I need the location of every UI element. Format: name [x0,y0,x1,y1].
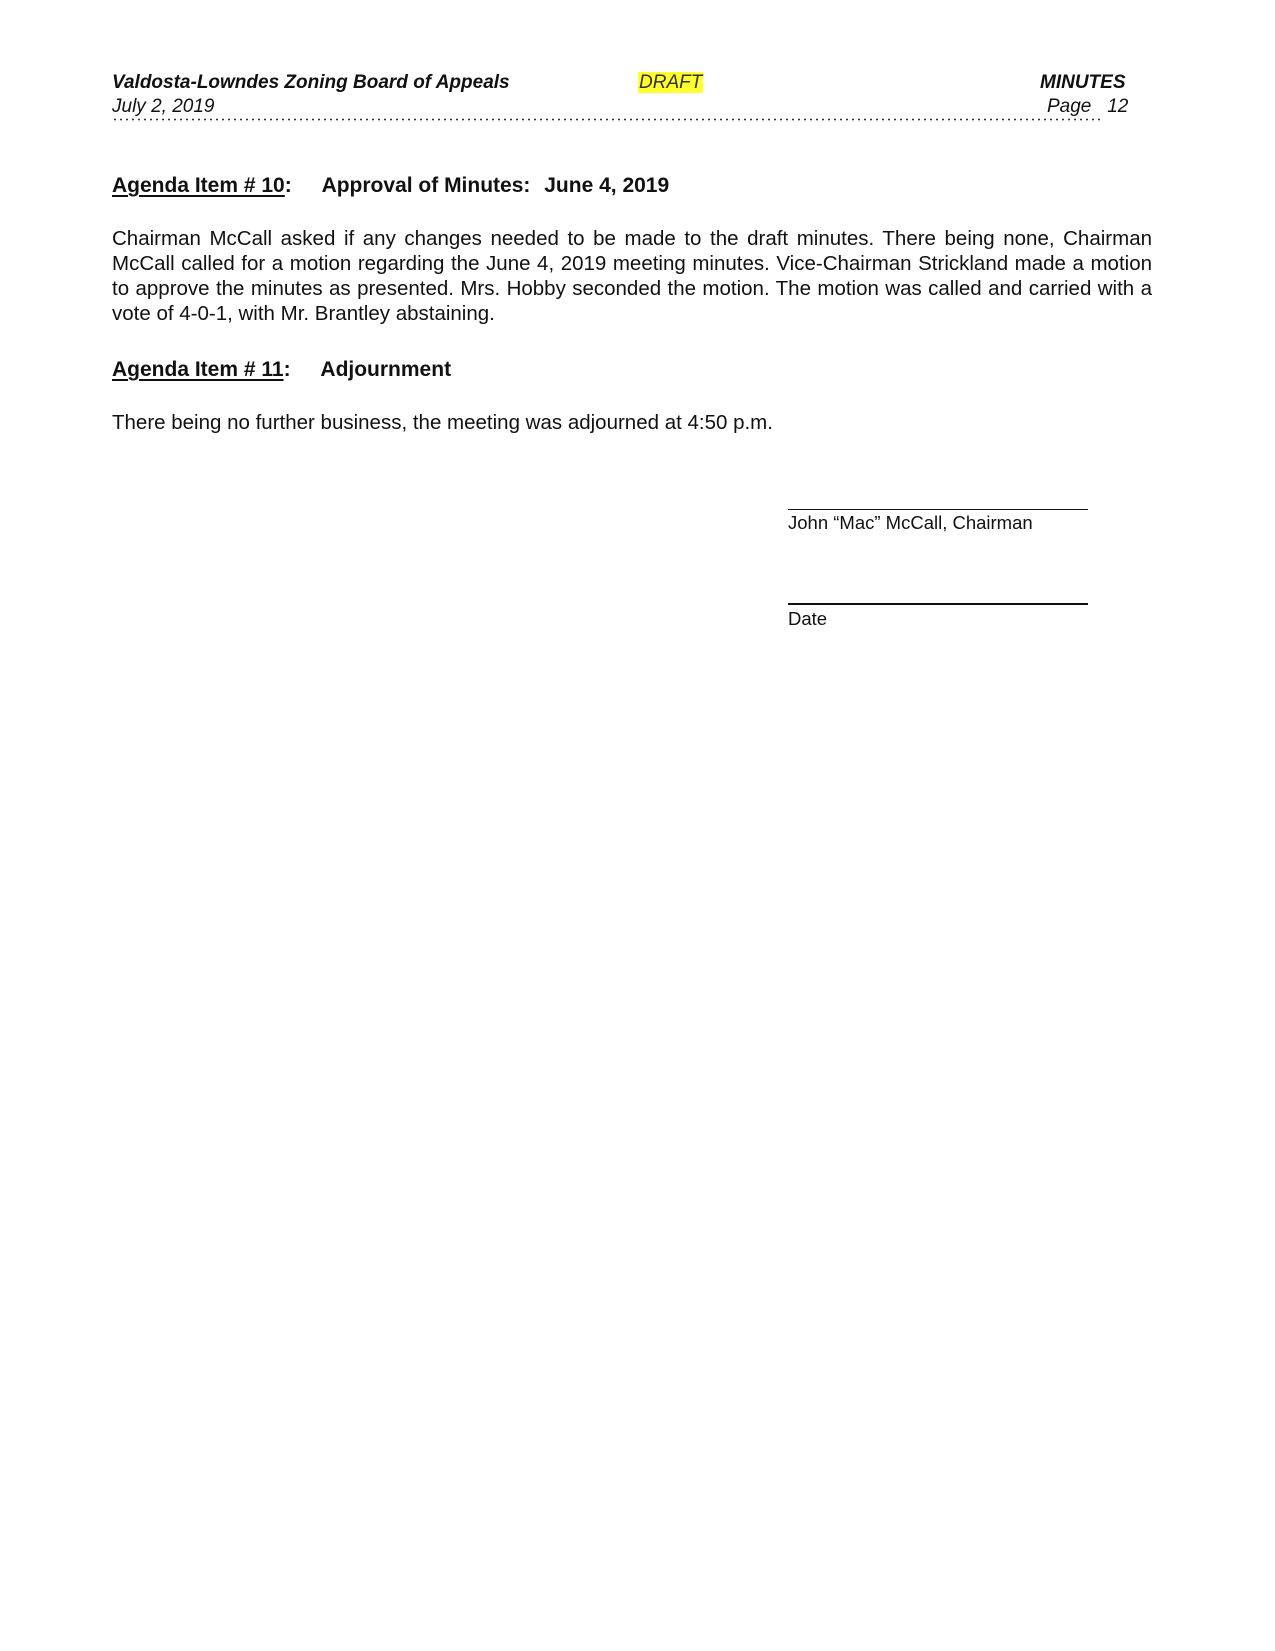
page-number: 12 [1107,96,1129,117]
draft-label: DRAFT [639,72,703,93]
document-type: MINUTES [1040,72,1126,93]
agenda-item-10-heading: Agenda Item # 10: Approval of Minutes: June 4, 2019 [112,174,670,197]
agenda-item-11-body: There being no further business, the meeting was adjourned at 4:50 p.m. [112,411,773,434]
meeting-date: July 2, 2019 [112,96,215,117]
header-divider [112,118,1102,121]
draft-badge [638,72,703,94]
agenda-item-11-title: Adjournment [320,358,452,381]
date-signature-line [788,603,1088,605]
agenda-item-10-date: June 4, 2019 [544,174,670,197]
date-label: Date [788,608,828,629]
page-label: Page [1047,96,1092,117]
agenda-item-11-heading: Agenda Item # 11: Adjournment [112,358,452,381]
agenda-item-10-body: Chairman McCall asked if any changes needed to be made to the draft minutes. There being none, Chairman McCall called for a motion regarding the June 4, 2019 meeting minutes. Vice-Chairman Strickland made a motion to approve the minutes as presented. Mrs. Hobby seconded the motion. The motion was called and carried with a vote of 4-0-1, with Mr. Brantley abstaining. [112,227,1152,325]
organization-name: Valdosta-Lowndes Zoning Board of Appeals [112,72,510,93]
agenda-item-10-title: Approval of Minutes: [321,174,531,197]
page-indicator [1047,96,1128,118]
agenda-item-10-label: Agenda Item # 10 [112,174,285,197]
chairman-name: John “Mac” McCall, Chairman [788,512,1033,533]
chairman-signature-line [788,509,1088,510]
agenda-item-11-label: Agenda Item # 11 [112,358,284,381]
